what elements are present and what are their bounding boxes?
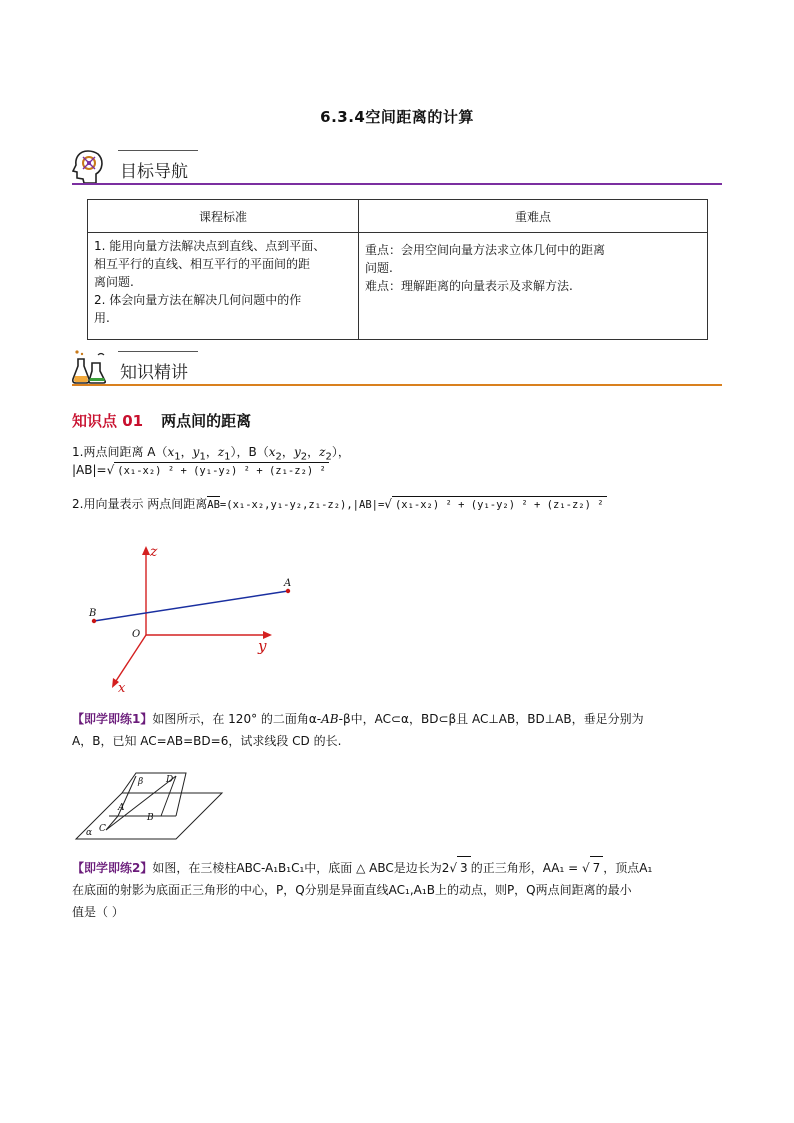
formula-line-1: 1.两点间距离 $A(x_1$，$y_1$，$z_1$），$B(x_2$，$y_2$，$z_2$），	[72, 445, 350, 463]
standard-cell: 1. 能用向量方法解决点到直线、点到平面、 相互平行的直线、相互平行的平面间的距 离问题. 2. 体会向量方法在解决几何问题中的作 用.	[88, 233, 359, 340]
exercise-1: 【即学即练1】如图所示，在 120° 的二面角α-AB-β中，AC⊂α，BD⊂β且 AC⊥AB，BD⊥AB，垂足分别为 A，B，已知 AC=AB=BD=6，试求线段 CD 的长.	[72, 712, 644, 748]
svg-text:A: A	[118, 803, 125, 813]
section-label-knowledge: 知识精讲	[120, 363, 188, 383]
formula-line-3: 2.用向量表示 两点间距离AB=(x₁-x₂,y₁-y₂,z₁-z₂),|AB|=√ (x₁-x₂) ² + (y₁-y₂) ² + (z₁-z₂) ²	[72, 496, 607, 513]
a-label: A	[284, 578, 292, 589]
section-header-goals	[72, 148, 722, 188]
section-label-goals: 目标导航	[120, 162, 188, 182]
point-b	[92, 619, 96, 623]
point-a	[286, 589, 290, 593]
knowledge-point-title	[72, 410, 251, 431]
formula-line-2: |AB|=√ (x₁-x₂) ² + (y₁-y₂) ² + (z₁-z₂) ²	[72, 462, 329, 479]
vector-ab: AB	[207, 496, 220, 513]
exercise-1-tag: 【即学即练1】	[72, 712, 153, 726]
flask-icon	[72, 349, 108, 385]
dihedral-angle-figure	[74, 770, 224, 842]
divider	[72, 183, 722, 185]
divider	[72, 384, 722, 386]
svg-text:β: β	[138, 777, 144, 787]
svg-text:B: B	[147, 813, 154, 823]
table-header-key-points: 重难点	[359, 200, 708, 233]
b-label: B	[89, 608, 97, 619]
segment-ab	[94, 591, 288, 621]
z-label: z	[150, 544, 158, 560]
standards-table	[87, 199, 708, 340]
svg-text:C: C	[99, 824, 106, 834]
section-header-knowledge	[72, 349, 722, 389]
exercise-2: 【即学即练2】如图，在三棱柱ABC-A₁B₁C₁中，底面 △ ABC是边长为2√ 3 的正三角形，AA₁ = √ 7 ，顶点A₁ 在底面的射影为底面正三角形的中心，P，Q分别是异面直线AC₁,A₁B上的动点，则P，Q两点间距离的最小 值是（ ）	[72, 856, 722, 923]
exercise-2-tag: 【即学即练2】	[72, 861, 153, 875]
svg-text:α: α	[86, 828, 93, 838]
knowledge-point-name: 两点间的距离	[161, 412, 252, 430]
head-gear-icon	[72, 148, 108, 184]
svg-text:D: D	[166, 775, 174, 785]
x-label: x	[118, 681, 126, 696]
knowledge-point-number: 知识点 01	[72, 412, 144, 430]
x-axis	[114, 635, 146, 684]
y-label: y	[258, 637, 267, 655]
table-header-standard: 课程标准	[88, 200, 359, 233]
page-title: 6.3.4空间距离的计算	[320, 108, 474, 126]
coordinate-axes-figure	[80, 540, 310, 700]
origin-label: O	[132, 629, 141, 640]
key-points-cell: 重点：会用空间向量方法求立体几何中的距离 问题. 难点：理解距离的向量表示及求解方法.	[359, 233, 708, 340]
table-row	[88, 233, 708, 340]
